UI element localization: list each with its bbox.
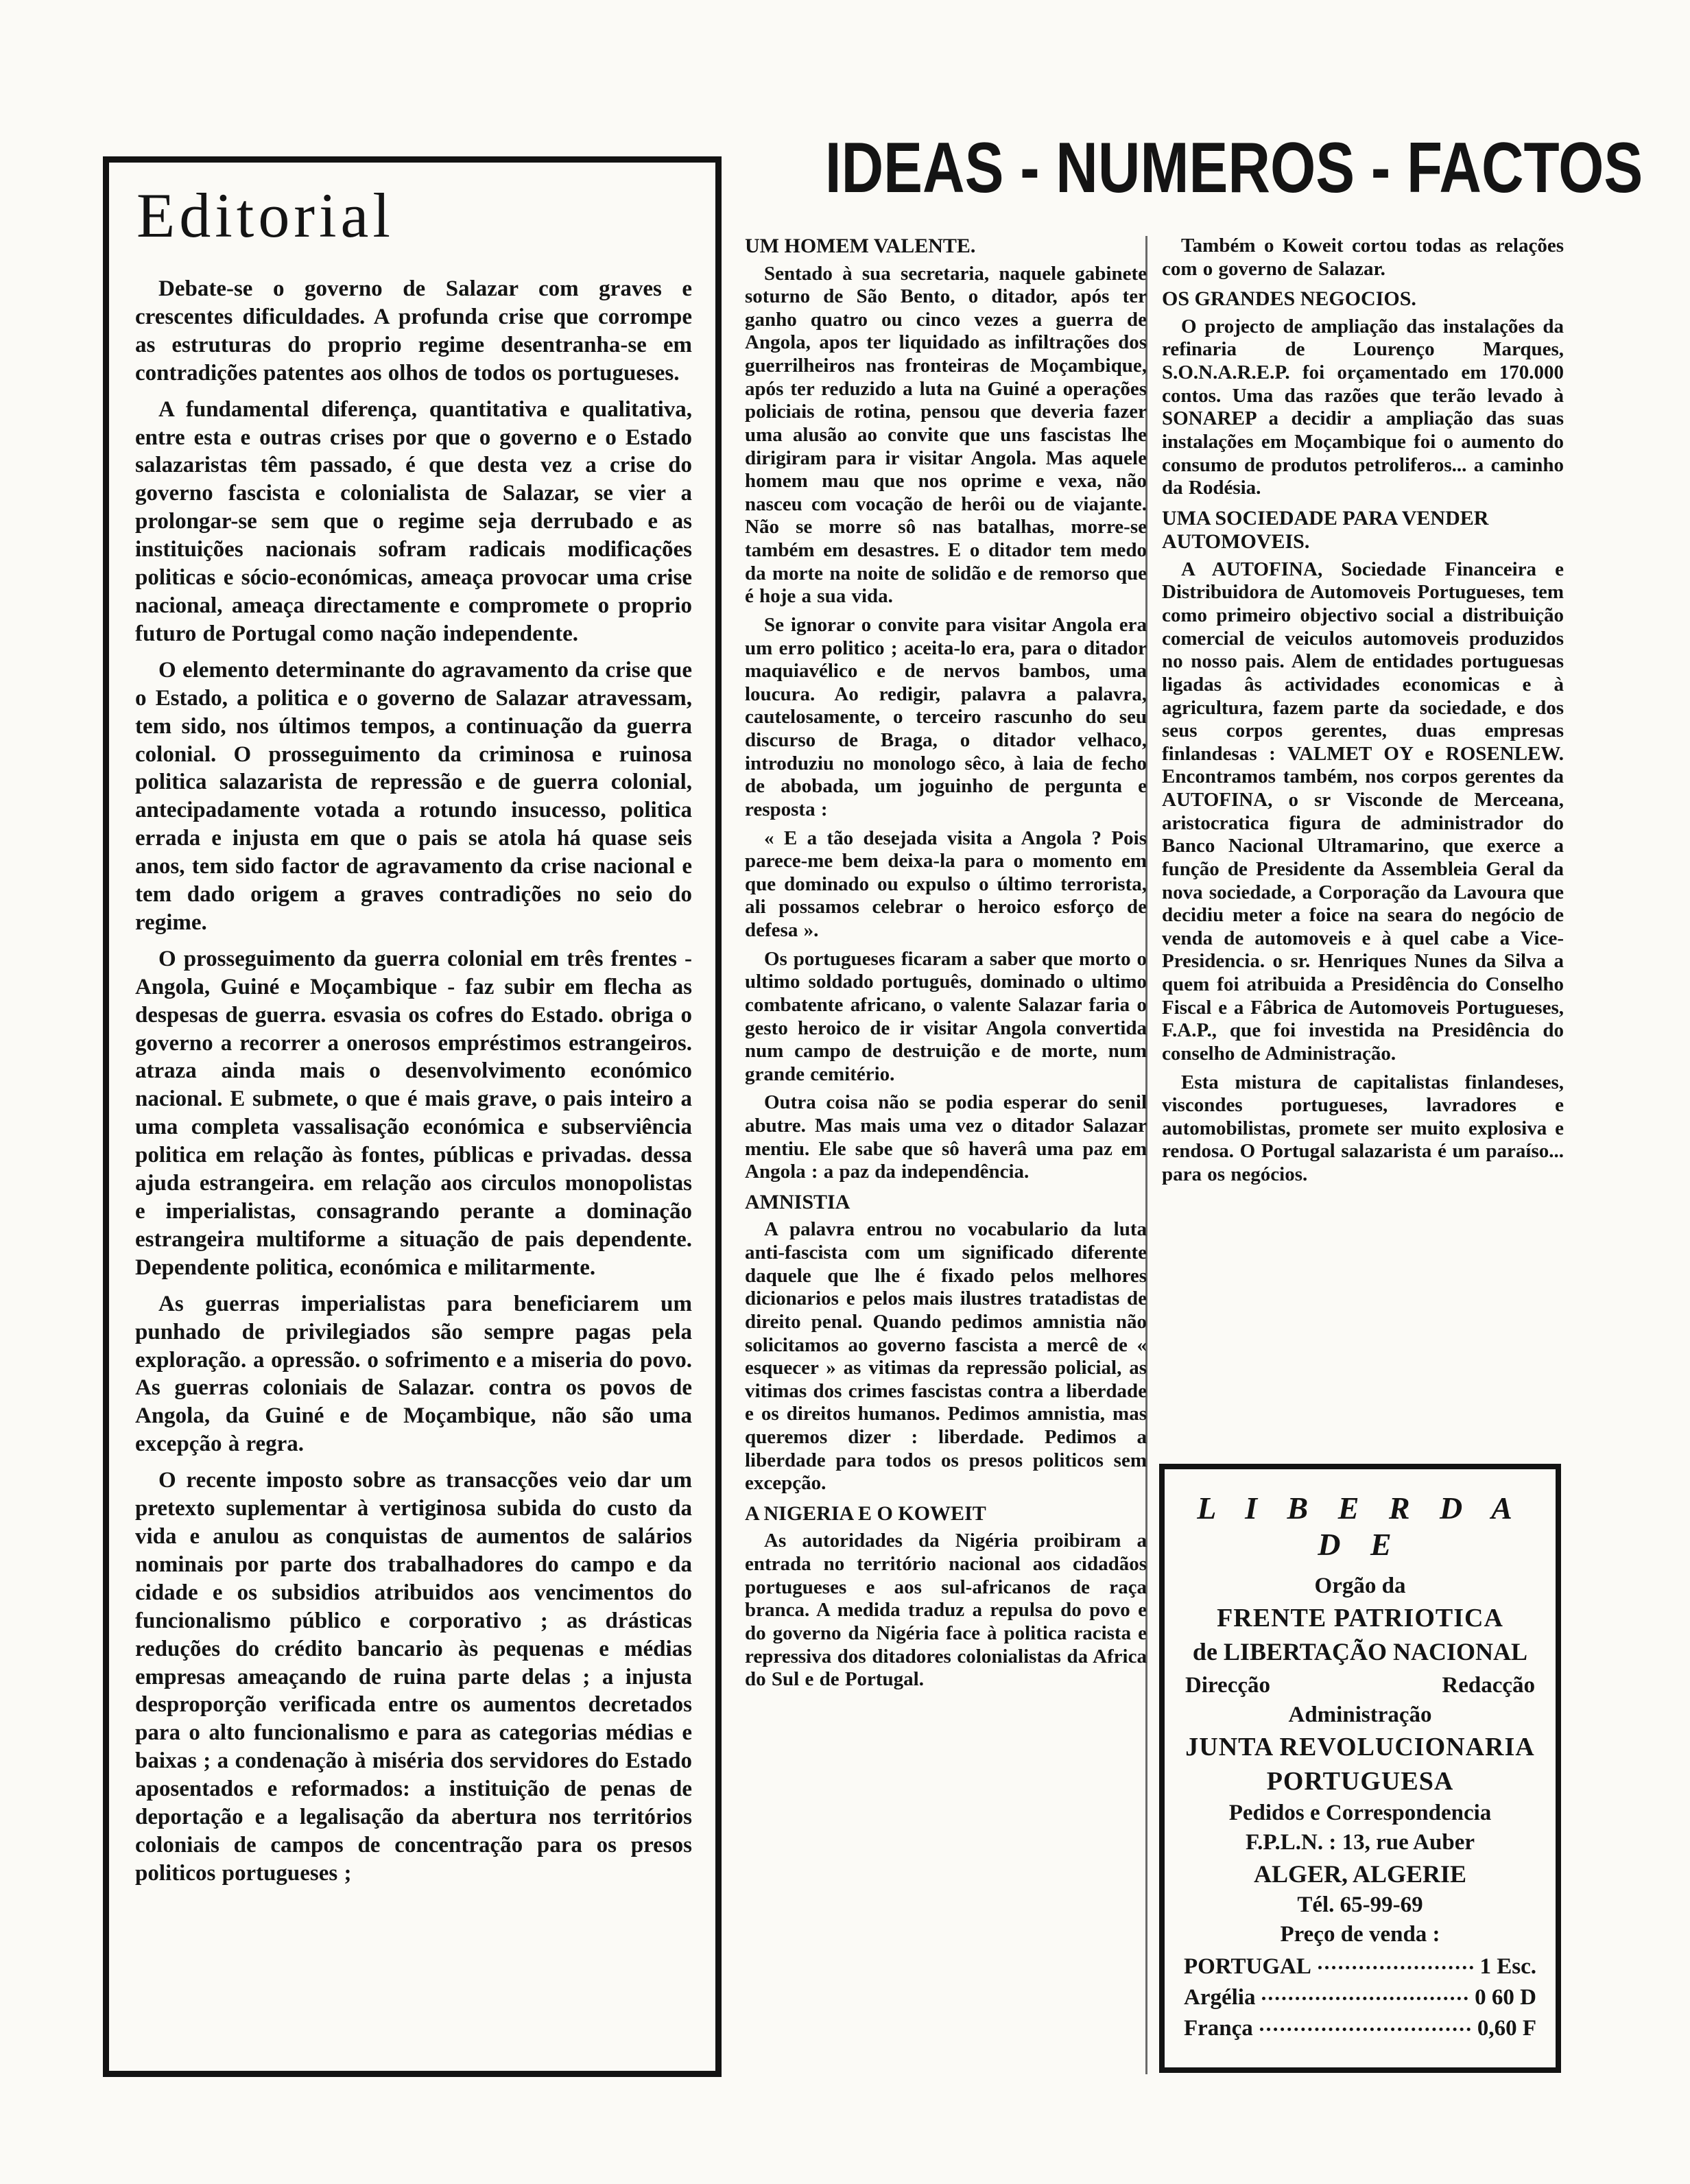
section-header <box>735 128 1643 209</box>
editorial-title: Editorial <box>136 180 394 250</box>
article-paragraph: A palavra entrou no vocabulario da luta anti-fascista com um significado diferente daquele que lhe é fixado pelos melhores dicionarios e pelos mais ilustres tratadistas de direito penal. Quando pedimos amnistia não solicitamos ao governo fascista a mercê de « esquecer » as vitimas da repressão policial, as vitimas dos crimes fascistas contra a liberdade e os direitos humanos. Pedimos amnistia, mas queremos dizer : liberdade. Pedimos a liberdade para todos os presos politicos sem excepção. <box>745 1218 1147 1495</box>
liberdade-junta-2: PORTUGUESA <box>1266 1767 1454 1796</box>
editorial-box <box>103 156 722 2077</box>
editorial-paragraph: O recente imposto sobre as transacções veio dar um pretexto suplementar à vertiginosa subida do custo da vida e anulou as conquistas de aumentos de salários nominais por parte dos trabalhadores do campo e da cidade e os subsidios atribuidos aos vencimentos do funcionalismo público e corporativo ; as drásticas reduções do crédito bancario às pequenas e médias empresas ameaçando de ruina parte delas ; a injusta desproporção verificada entre os aumentos decretados para o alto funcionalismo e para as categorias médias e baixas ; a condenação à miséria dos servidores do Estado aposentados e reformados: a instituição de penas de deportação e a legalisação da abertura nos territórios coloniais de campos de concentração para os presos politicos portugueses ; <box>135 1468 692 1886</box>
price-value: 0 60 D <box>1475 1985 1536 2010</box>
liberdade-box <box>1159 1464 1561 2073</box>
article-heading: A NIGERIA E O KOWEIT <box>745 1502 986 1525</box>
liberdade-pedidos: Pedidos e Correspondencia <box>1228 1801 1492 1825</box>
right-column <box>1162 235 1564 1453</box>
article-paragraph: Esta mistura de capitalistas finlandeses, viscondes portugueses, lavradores e automobilistas, promete ser muito explosiva e rendosa. O Portugal salazarista é um paraíso... para os negócios. <box>1162 1071 1564 1185</box>
price-label: PORTUGAL <box>1184 1954 1311 1979</box>
article-paragraph: Outra coisa não se podia esperar do senil abutre. Mas mais uma vez o ditador Salazar mentiu. Ele sabe que sô haverâ uma paz em Angola : a paz da independência. <box>745 1091 1147 1183</box>
article-heading: AMNISTIA <box>745 1190 850 1213</box>
dot-leader <box>1318 1966 1473 1969</box>
article-paragraph: Os portugueses ficaram a saber que morto o ultimo soldado português, dominado o ultimo combatente africano, o valente Salazar faria o gesto heroico de ir visitar Angola convertida num campo de destruição e de morte, num grande cemitério. <box>745 947 1147 1085</box>
price-row-portugal <box>1184 1954 1536 1980</box>
liberdade-organ: Orgão da <box>1314 1574 1406 1598</box>
liberdade-phone: Tél. 65-99-69 <box>1297 1892 1423 1917</box>
dot-leader <box>1262 1997 1468 2000</box>
editorial-paragraph: A fundamental diferença, quantitativa e qualitativa, entre esta e outras crises por que o governo e o Estado salazaristas têm passado, é que desta vez a crise do governo fascista e colonialista de Salazar, se vier a prolongar-se sem que o regime seja derrubado e as instituições nacionais sofram radicais modificações politicas e sócio-económicas, ameaça provocar uma crise nacional, ameaça directamente e compromete o proprio futuro de Portugal como nação independente. <box>135 396 692 646</box>
editorial-paragraph: As guerras imperialistas para beneficiarem um punhado de privilegiados são sempre pagas pela exploração. a opressão. o sofrimento e a miseria do povo. As guerras coloniais de Salazar. contra os povos de Angola, da Guiné e de Moçambique, não são uma excepção à regra. <box>135 1291 692 1457</box>
editorial-paragraph: Debate-se o governo de Salazar com graves e crescentes dificuldades. A profunda crise que corrompe as estruturas do proprio regime desentranha-se em contradições patentes aos olhos de todos os portugueses. <box>135 276 692 385</box>
editorial-paragraph: O elemento determinante do agravamento da crise que o Estado, a politica e o governo de Salazar atravessam, tem sido, nos últimos tempos, a continuação da guerra colonial. O prosseguimento da criminosa e ruinosa politica salazarista de repressão e de guerra colonial, antecipadamente votada a rotundo insucesso, politica errada e injusta em que o pais se atola há quase seis anos, tem sido factor de agravamento da crise nacional e tem dado origem a graves contradições no seio do regime. <box>135 657 692 935</box>
price-row-argelia <box>1184 1985 1536 2010</box>
article-paragraph: A AUTOFINA, Sociedade Financeira e Distribuidora de Automoveis Portugueses, tem como primeiro objectivo social a distribuição comercial de veiculos automoveis produzidos no nosso pais. Alem de entidades portuguesas ligadas âs actividades economicas e à agricultura, fazem parte da sociedade, e dos seus corpos gerentes, duas empresas finlandesas : VALMET OY e ROSENLEW. Encontramos também, nos corpos gerentes da AUTOFINA, o sr Visconde de Merceana, aristocratica figura de administrador do Banco Nacional Ultramarino, que exerce a função de Presidente da Assembleia Geral da nova sociedade, a Corporação da Lavoura que decidiu meter a foice na seara do negócio de venda de automoveis e à quel cabe a Vice-Presidencia. o sr. Henriques Nunes da Silva a quem foi atribuida a Presidência do Conselho Fiscal e a Fâbrica de Automoveis Portugueses, F.A.P., que foi investida na Presidência do conselho de Administração. <box>1162 558 1564 1065</box>
article-paragraph: Se ignorar o convite para visitar Angola era um erro politico ; aceita-lo era, para o ditador maquiavélico e de nervos bambos, uma loucura. Ao redigir, palavra a palavra, cautelosamente, o terceiro rascunho do seu discurso de Braga, o ditador velhaco, introduziu no monologo sêco, à laia de fecho de abobada, um joguinho de pergunta e resposta : <box>745 613 1147 820</box>
liberdade-address-2: ALGER, ALGERIE <box>1253 1860 1467 1888</box>
article-paragraph: Também o Koweit cortou todas as relações com o governo de Salazar. <box>1162 235 1564 280</box>
section-header-text: IDEAS - NUMEROS - FACTOS <box>824 128 1643 208</box>
liberdade-redaccao: Redacção <box>1442 1673 1535 1698</box>
article-paragraph: O projecto de ampliação das instalações da refinaria de Lourenço Marques, S.O.N.A.R.E.P. foi orçamentado em 170.000 contos. Uma das razões que terão levado à SONAREP a decidir a ampliação das suas instalações em Moçambique foi o aumento do consumo de produtos petroliferos... a caminho da Rodésia. <box>1162 315 1564 499</box>
article-heading: OS GRANDES NEGOCIOS. <box>1162 287 1416 311</box>
liberdade-admin: Administração <box>1288 1702 1432 1727</box>
liberdade-direccao: Direcção <box>1185 1673 1270 1698</box>
article-paragraph: « E a tão desejada visita a Angola ? Pois parece-me bem deixa-la para o momento em que dominado ou expulso o último terrorista, ali possamos celebrar o heroico esforço de defesa ». <box>745 827 1147 941</box>
price-value: 0,60 F <box>1477 2016 1536 2041</box>
article-heading: UM HOMEM VALENTE. <box>745 235 976 257</box>
liberdade-address-1: F.P.L.N. : 13, rue Auber <box>1246 1830 1475 1855</box>
price-value: 1 Esc. <box>1479 1954 1536 1979</box>
middle-column <box>745 235 1147 2114</box>
liberdade-price-label: Preço de venda : <box>1280 1922 1440 1947</box>
article-heading: UMA SOCIEDADE PARA VENDER AUTOMOVEIS. <box>1162 506 1489 554</box>
article-paragraph: As autoridades da Nigéria proibiram a entrada no território nacional aos cidadãos portugueses e aos sul-africanos de raça branca. A medida traduz a repulsa do povo e do governo da Nigéria face à politica racista e repressiva dos ditadores colonialistas da Africa do Sul e de Portugal. <box>745 1530 1147 1691</box>
price-list <box>1184 1954 1536 2041</box>
liberdade-direccao-redaccao <box>1185 1673 1535 1698</box>
price-row-franca <box>1184 2016 1536 2041</box>
price-label: França <box>1184 2016 1253 2041</box>
editorial-paragraph: O prosseguimento da guerra colonial em três frentes - Angola, Guiné e Moçambique - faz subir em flecha as despesas de guerra. esvasia os cofres do Estado. obriga o governo a recorrer a onerosos empréstimos estrangeiros. atraza ainda mais o desenvolvimento económico nacional. E submete, o que é mais grave, o pais inteiro a uma completa vassalisação económica e subserviência politica em relação às fontes, públicas e privadas. dessa ajuda estrangeira. em relação aos circulos monopolistas e imperialistas, consagrando perante a dominação estrangeira multiforme a situação de pais dependente. Dependente politica, económica e militarmente. <box>135 946 692 1280</box>
price-label: Argélia <box>1184 1985 1256 2010</box>
liberdade-front-2: de LIBERTAÇÃO NACIONAL <box>1192 1638 1528 1665</box>
liberdade-front-1: FRENTE PATRIOTICA <box>1217 1604 1503 1633</box>
liberdade-title: L I B E R D A D E <box>1197 1491 1523 1562</box>
liberdade-junta-1: JUNTA REVOLUCIONARIA <box>1185 1733 1535 1761</box>
article-paragraph: Sentado à sua secretaria, naquele gabinete soturno de São Bento, o ditador, após ter ganho quatro ou cinco vezes a guerra de Angola, apos ter liquidado as infiltrações dos guerrilheiros nas fronteiras de Moçambique, após ter reduzido a luta na Guiné a operações policiais de rotina, pensou que deveria fazer uma alusão ao convite que uns fascistas lhe dirigiram para ir visitar Angola. Mas aquele homem mau que nos oprime e vexa, não nasceu com vocação de herôi ou de viajante. Não se morre sô nas batalhas, morre-se também em desastres. E o ditador tem medo da morte na noite de solidão e de remorso que é hoje a sua vida. <box>745 262 1147 608</box>
dot-leader <box>1260 2028 1471 2031</box>
